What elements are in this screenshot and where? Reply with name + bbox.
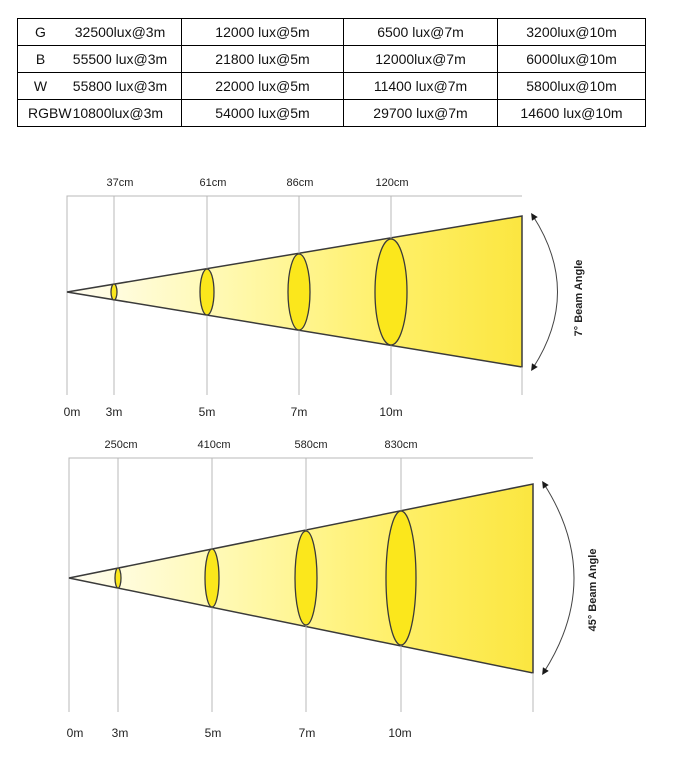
narrow-beam-diagram [64, 177, 585, 419]
distance-label: 7m [298, 726, 316, 740]
lux-value-5m: 22000 lux@5m [182, 73, 344, 100]
lux-value-7m: 12000lux@7m [344, 46, 498, 73]
distance-label: 7m [290, 405, 308, 419]
lux-value-10m: 5800lux@10m [498, 73, 646, 100]
beam-spot [205, 549, 219, 607]
beam-spot [386, 511, 416, 645]
lux-value-10m: 14600 lux@10m [498, 100, 646, 127]
beam-angle-label: 7° Beam Angle [573, 259, 585, 337]
diameter-label: 830cm [384, 439, 418, 451]
color-label: B [35, 51, 46, 67]
diameter-label: 250cm [104, 439, 138, 451]
distance-label: 10m [379, 405, 403, 419]
beam-spot [375, 239, 407, 345]
distance-label: 0m [63, 405, 81, 419]
distance-label: 0m [66, 726, 84, 740]
beam-spot [115, 568, 121, 588]
color-label: G [35, 24, 46, 40]
beam-angle-label: 45° Beam Angle [587, 548, 599, 632]
lux-value-3m: 10800lux@3m [72, 105, 164, 121]
lux-value-10m: 3200lux@10m [498, 19, 646, 46]
lux-value-7m: 11400 lux@7m [344, 73, 498, 100]
beam-spot [200, 269, 214, 315]
lux-value-5m: 54000 lux@5m [182, 100, 344, 127]
distance-label: 3m [105, 405, 123, 419]
distance-label: 5m [198, 405, 216, 419]
diameter-label: 410cm [197, 439, 231, 451]
color-label: RGBW [28, 105, 72, 121]
wide-beam-diagram [67, 439, 599, 740]
diameter-label: 120cm [375, 177, 409, 189]
lux-value-3m: 32500lux@3m [74, 24, 166, 40]
lux-value-7m: 6500 lux@7m [344, 19, 498, 46]
diameter-label: 86cm [286, 177, 314, 189]
diameter-label: 580cm [294, 439, 328, 451]
lux-value-10m: 6000lux@10m [498, 46, 646, 73]
diameter-label: 61cm [199, 177, 227, 189]
lux-value-5m: 12000 lux@5m [182, 19, 344, 46]
beam-spot [288, 254, 310, 330]
lux-value-7m: 29700 lux@7m [344, 100, 498, 127]
diameter-label: 37cm [106, 177, 134, 189]
lux-value-3m: 55800 lux@3m [72, 78, 168, 94]
beam-spot [111, 284, 117, 300]
lux-value-3m: 55500 lux@3m [72, 51, 168, 67]
distance-label: 5m [204, 726, 222, 740]
distance-label: 10m [388, 726, 412, 740]
lux-value-5m: 21800 lux@5m [182, 46, 344, 73]
color-label: W [33, 78, 48, 94]
angle-arrow [544, 484, 574, 672]
angle-arrow [533, 216, 558, 368]
beam-spot [295, 531, 317, 625]
distance-label: 3m [111, 726, 129, 740]
